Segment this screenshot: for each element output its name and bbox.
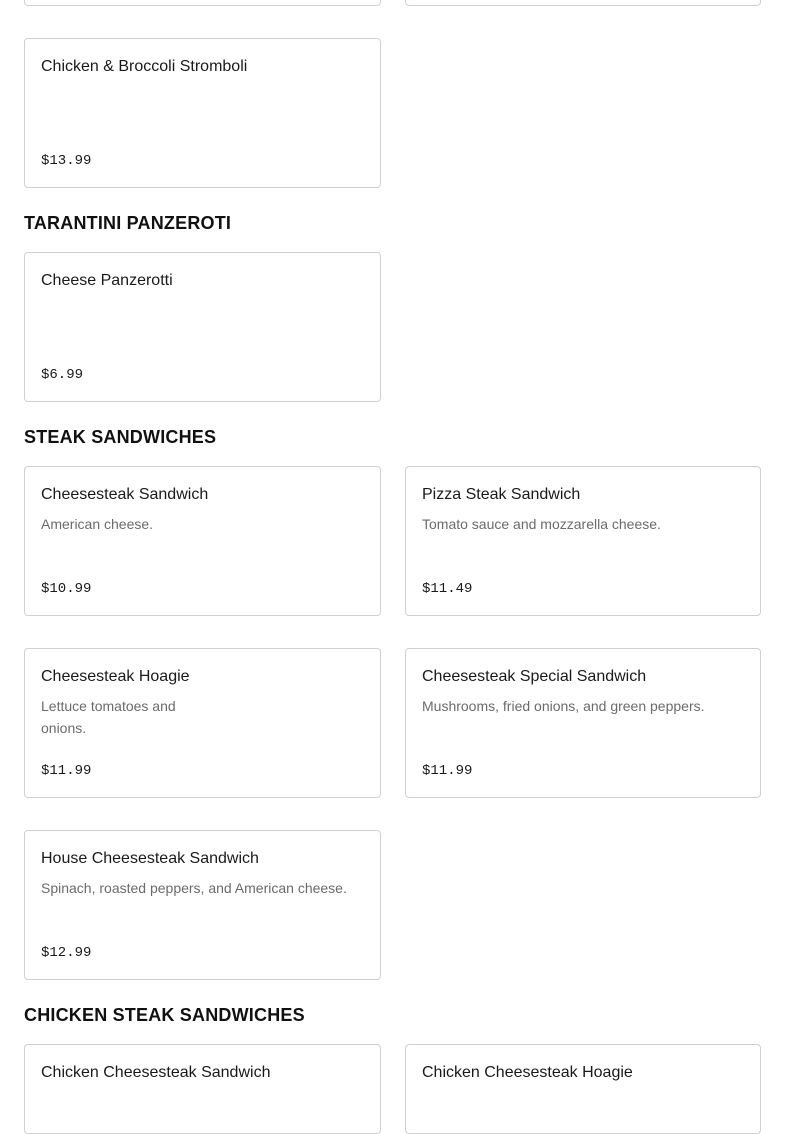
- menu-item-price: $6.99: [41, 367, 84, 383]
- menu-item-description: Mushrooms, fried onions, and green peppers.: [422, 698, 705, 714]
- menu-item-description: Lettuce tomatoes and onions.: [41, 698, 176, 736]
- menu-item-description: Tomato sauce and mozzarella cheese.: [422, 516, 661, 532]
- menu-item-name: Cheesesteak Sandwich: [41, 486, 209, 503]
- menu-item-name: Pizza Steak Sandwich: [422, 486, 581, 503]
- menu-item-card[interactable]: [24, 1044, 381, 1134]
- menu-item-card-partial[interactable]: [405, 0, 761, 6]
- menu-item-price: $11.99: [41, 763, 92, 779]
- menu-item-name: Cheese Panzerotti: [41, 272, 173, 289]
- menu-item-name: Chicken Cheesesteak Hoagie: [422, 1064, 633, 1081]
- menu-item-card[interactable]: [24, 38, 381, 188]
- menu-item-card[interactable]: [405, 1044, 761, 1134]
- menu-item-name: Chicken & Broccoli Stromboli: [41, 58, 248, 75]
- menu-item-price: $12.99: [41, 945, 92, 961]
- menu-item-name: Cheesesteak Special Sandwich: [422, 668, 647, 685]
- menu-item-price: $10.99: [41, 581, 92, 597]
- menu-item-description: American cheese.: [41, 516, 154, 532]
- section-title-steak-sandwiches: STEAK SANDWICHES: [24, 427, 217, 447]
- section-title-chicken-steak-sandwiches: CHICKEN STEAK SANDWICHES: [24, 1005, 305, 1025]
- menu-item-name: House Cheesesteak Sandwich: [41, 850, 259, 867]
- menu-item-description: Spinach, roasted peppers, and American cheese.: [41, 880, 347, 896]
- menu-item-name: Cheesesteak Hoagie: [41, 668, 190, 685]
- menu-item-card[interactable]: [405, 648, 761, 798]
- menu-item-price: $11.99: [422, 763, 473, 779]
- menu-item-name: Chicken Cheesesteak Sandwich: [41, 1064, 271, 1081]
- menu-item-card[interactable]: [24, 252, 381, 402]
- section-title-panzeroti: TARANTINI PANZEROTI: [24, 213, 232, 233]
- menu-item-price: $11.49: [422, 581, 473, 597]
- menu-item-card[interactable]: [405, 466, 761, 616]
- menu-item-card-partial[interactable]: [24, 0, 381, 6]
- menu-item-card[interactable]: [24, 648, 381, 798]
- menu-item-card[interactable]: [24, 466, 381, 616]
- menu-item-card[interactable]: [24, 830, 381, 980]
- menu-item-price: $13.99: [41, 153, 92, 169]
